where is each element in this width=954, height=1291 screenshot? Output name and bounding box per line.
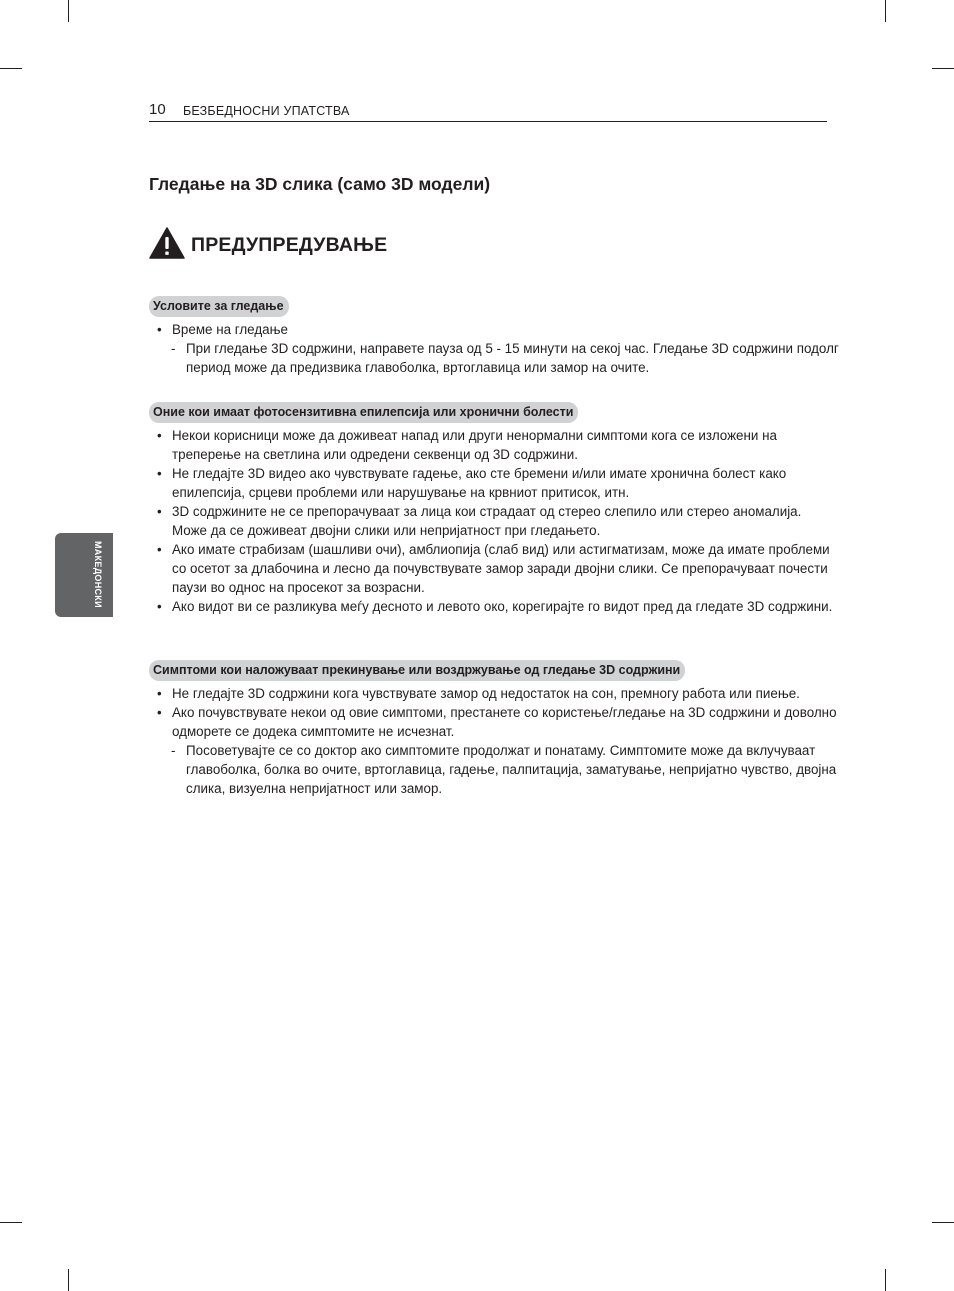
list-item: • Ако имате страбизам (шашливи очи), амблиопија (слаб вид) или астигматизам, може да имате проблеми со осетот за длабочина и лесно да почувствувате замор заради двојни слики. Се препорачуваат почести паузи во однос на просекот за возрасни. bbox=[149, 540, 839, 597]
list-item: • Некои корисници може да доживеат напад или други ненормални симптоми кога се изложени на треперење на светлина или одредени секвенци од 3D содржини. bbox=[149, 426, 839, 464]
crop-mark bbox=[68, 1269, 69, 1291]
subheading-pill: Симптоми кои наложуваат прекинување или воздржување од гледање 3D содржини bbox=[149, 660, 685, 681]
side-tab-label: МАКЕДОНСКИ bbox=[93, 541, 103, 608]
bullet-list bbox=[149, 426, 839, 616]
sub-list-item: - Посоветувајте се со доктор ако симптомите продолжат и понатаму. Симптомите може да вклучуваат главоболка, болка во очите, вртоглавица, гадење, палпитација, заматување, непријатно чувство, двојна слика, визуелна непријатност или замор. bbox=[149, 741, 839, 798]
subheading-pill: Условите за гледање bbox=[149, 296, 289, 317]
list-item: • Време на гледање bbox=[149, 320, 839, 339]
section-title: Гледање на 3D слика (само 3D модели) bbox=[149, 174, 491, 194]
crop-mark bbox=[885, 0, 886, 22]
viewing-conditions-block bbox=[149, 296, 839, 377]
subheading-pill: Оние кои имаат фотосензитивна епилепсија или хронични болести bbox=[149, 402, 578, 423]
list-item: • Ако почувствувате некои од овие симптоми, престанете со користење/гледање на 3D содржини и доволно одморете се додека симптомите не исчезнат. bbox=[149, 703, 839, 741]
bullet-list bbox=[149, 684, 839, 741]
crop-mark bbox=[0, 1222, 22, 1223]
page-number: 10 bbox=[149, 101, 166, 118]
page-header bbox=[149, 99, 827, 122]
warning-label: ПРЕДУПРЕДУВАЊЕ bbox=[191, 233, 388, 256]
list-item: • Не гледајте 3D видео ако чувствувате гадење, ако сте бремени и/или имате хронична болест како епилепсија, срцеви проблеми или нарушување на крвниот притисок, итн. bbox=[149, 464, 839, 502]
crop-mark bbox=[932, 68, 954, 69]
epilepsy-block bbox=[149, 402, 839, 616]
language-side-tab bbox=[55, 533, 113, 617]
sub-list-item: - При гледање 3D содржини, направете пауза од 5 - 15 минути на секој час. Гледање 3D содржини подолг период може да предизвика главоболка, вртоглавица или замор на очите. bbox=[149, 339, 839, 377]
list-item: • Не гледајте 3D содржини кога чувствувате замор од недостаток на сон, премногу работа или пиење. bbox=[149, 684, 839, 703]
warning-triangle-icon bbox=[149, 227, 185, 259]
header-title: БЕЗБЕДНОСНИ УПАТСТВА bbox=[183, 104, 350, 118]
crop-mark bbox=[885, 1269, 886, 1291]
list-item: • Ако видот ви се разликува меѓу десното и левото око, корегирајте го видот пред да гледате 3D содржини. bbox=[149, 597, 839, 616]
list-item: • 3D содржините не се препорачуваат за лица кои страдаат од стерео слепило или стерео аномалија. Може да се доживеат двојни слики или непријатност при гледањето. bbox=[149, 502, 839, 540]
crop-mark bbox=[0, 68, 22, 69]
crop-mark bbox=[68, 0, 69, 22]
bullet-list bbox=[149, 320, 839, 339]
warning-heading bbox=[149, 226, 387, 260]
symptoms-block bbox=[149, 660, 839, 798]
crop-mark bbox=[932, 1222, 954, 1223]
